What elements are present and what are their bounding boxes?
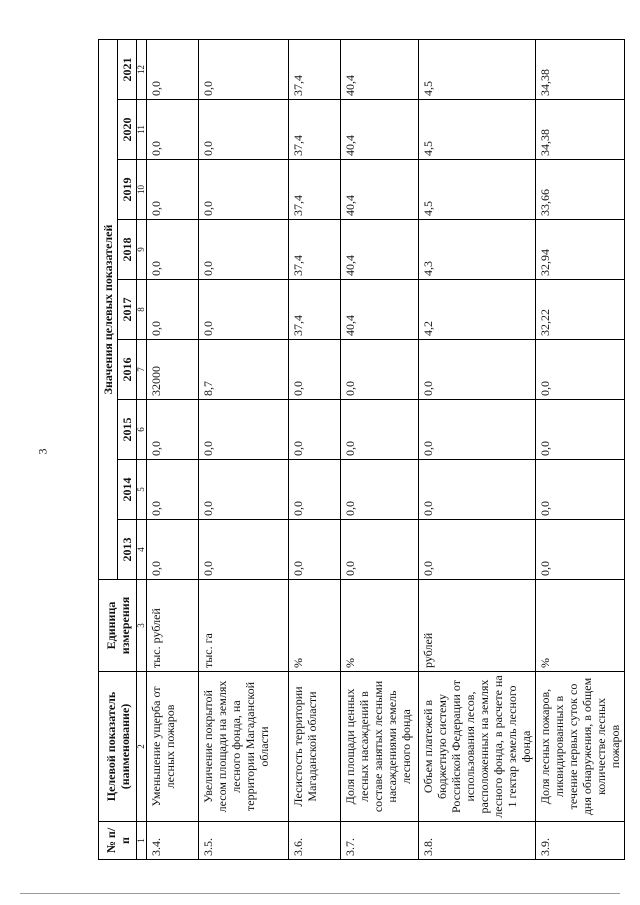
value-cell: 0,0 — [147, 220, 199, 280]
value-cell: 40,4 — [341, 100, 419, 160]
value-cell: 0,0 — [289, 400, 341, 460]
header-num: № п/п — [99, 822, 137, 860]
header-year: 2019 — [118, 160, 137, 220]
value-cell: 0,0 — [199, 100, 289, 160]
value-cell: 0,0 — [199, 160, 289, 220]
value-cell: 37,4 — [289, 220, 341, 280]
value-cell: 0,0 — [147, 100, 199, 160]
header-year: 2018 — [118, 220, 137, 280]
unit-cell: тыс. рублей — [147, 580, 199, 672]
table-row — [419, 39, 536, 859]
row-number: 3.6. — [289, 822, 341, 860]
value-cell: 0,0 — [289, 340, 341, 400]
unit-cell: % — [289, 580, 341, 672]
value-cell: 0,0 — [419, 520, 536, 580]
header-year: 2014 — [118, 460, 137, 520]
header-values-group: Значения целевых показателей — [99, 39, 118, 579]
rotated-table-container — [98, 40, 622, 860]
indicator-name: Объем платежей в бюджетную систему Российской Федерации от использования лесов, расположенных на землях лесного фонда, в расчете на 1 гектар земель лесного фонда — [419, 672, 536, 822]
table-row — [289, 39, 341, 859]
indicator-name: Доля площади ценных лесных насаждений в составе занятых лесными насаждениями земель лесного фонда — [341, 672, 419, 822]
table-row — [536, 39, 625, 859]
page-number: 3 — [35, 448, 50, 455]
row-number: 3.7. — [341, 822, 419, 860]
value-cell: 37,4 — [289, 280, 341, 340]
value-cell: 8,7 — [199, 340, 289, 400]
indicator-name: Доля лесных пожаров, ликвидированных в течение первых суток со дня обнаружения, в общем количестве лесных пожаров — [536, 672, 625, 822]
column-number: 4 — [137, 520, 147, 580]
value-cell: 40,4 — [341, 39, 419, 99]
value-cell: 0,0 — [289, 460, 341, 520]
indicator-name: Лесистость территории Магаданской области — [289, 672, 341, 822]
value-cell: 0,0 — [199, 220, 289, 280]
column-number: 7 — [137, 340, 147, 400]
value-cell: 0,0 — [536, 460, 625, 520]
value-cell: 40,4 — [341, 160, 419, 220]
row-number: 3.8. — [419, 822, 536, 860]
column-number: 2 — [137, 672, 147, 822]
value-cell: 0,0 — [147, 160, 199, 220]
value-cell: 0,0 — [536, 400, 625, 460]
value-cell: 0,0 — [289, 520, 341, 580]
value-cell: 0,0 — [199, 400, 289, 460]
header-year: 2021 — [118, 39, 137, 99]
unit-cell: % — [341, 580, 419, 672]
value-cell: 0,0 — [199, 520, 289, 580]
table-body — [147, 39, 625, 859]
column-number: 3 — [137, 580, 147, 672]
column-number: 1 — [137, 822, 147, 860]
row-number: 3.4. — [147, 822, 199, 860]
value-cell: 0,0 — [419, 340, 536, 400]
value-cell: 0,0 — [147, 280, 199, 340]
value-cell: 34,38 — [536, 100, 625, 160]
header-unit: Единица измерения — [99, 580, 137, 672]
unit-cell: тыс. га — [199, 580, 289, 672]
unit-cell: рублей — [419, 580, 536, 672]
header-year: 2017 — [118, 280, 137, 340]
value-cell: 0,0 — [536, 520, 625, 580]
value-cell: 37,4 — [289, 39, 341, 99]
value-cell: 0,0 — [341, 340, 419, 400]
value-cell: 0,0 — [199, 39, 289, 99]
value-cell: 37,4 — [289, 100, 341, 160]
value-cell: 4,2 — [419, 280, 536, 340]
column-number: 8 — [137, 280, 147, 340]
header-year: 2020 — [118, 100, 137, 160]
value-cell: 0,0 — [341, 460, 419, 520]
row-number: 3.5. — [199, 822, 289, 860]
value-cell: 33,66 — [536, 160, 625, 220]
value-cell: 37,4 — [289, 160, 341, 220]
column-number: 10 — [137, 160, 147, 220]
value-cell: 4,5 — [419, 100, 536, 160]
value-cell: 0,0 — [147, 400, 199, 460]
column-number: 5 — [137, 460, 147, 520]
value-cell: 0,0 — [536, 340, 625, 400]
value-cell: 0,0 — [147, 520, 199, 580]
value-cell: 4,5 — [419, 160, 536, 220]
value-cell: 4,5 — [419, 39, 536, 99]
column-number: 6 — [137, 400, 147, 460]
value-cell: 0,0 — [199, 460, 289, 520]
value-cell: 0,0 — [419, 460, 536, 520]
unit-cell: % — [536, 580, 625, 672]
row-number: 3.9. — [536, 822, 625, 860]
indicator-name: Увеличение покрытой лесом площади на землях лесного фонда, на территории Магаданской области — [199, 672, 289, 822]
header-name: Целевой показатель (наименование) — [99, 672, 137, 822]
value-cell: 32,94 — [536, 220, 625, 280]
value-cell: 40,4 — [341, 280, 419, 340]
value-cell: 40,4 — [341, 220, 419, 280]
value-cell: 0,0 — [147, 460, 199, 520]
value-cell: 0,0 — [341, 520, 419, 580]
target-indicators-table — [98, 39, 625, 860]
value-cell: 0,0 — [147, 39, 199, 99]
footer-divider — [20, 893, 620, 894]
value-cell: 34,38 — [536, 39, 625, 99]
column-number: 9 — [137, 220, 147, 280]
table-row — [199, 39, 289, 859]
table-row — [147, 39, 199, 859]
column-number: 11 — [137, 100, 147, 160]
column-number: 12 — [137, 39, 147, 99]
value-cell: 0,0 — [341, 400, 419, 460]
header-year: 2013 — [118, 520, 137, 580]
table-row — [341, 39, 419, 859]
indicator-name: Уменьшение ущерба от лесных пожаров — [147, 672, 199, 822]
value-cell: 32,22 — [536, 280, 625, 340]
header-year: 2015 — [118, 400, 137, 460]
value-cell: 0,0 — [199, 280, 289, 340]
header-year: 2016 — [118, 340, 137, 400]
value-cell: 0,0 — [419, 400, 536, 460]
value-cell: 4,3 — [419, 220, 536, 280]
value-cell: 32000 — [147, 340, 199, 400]
